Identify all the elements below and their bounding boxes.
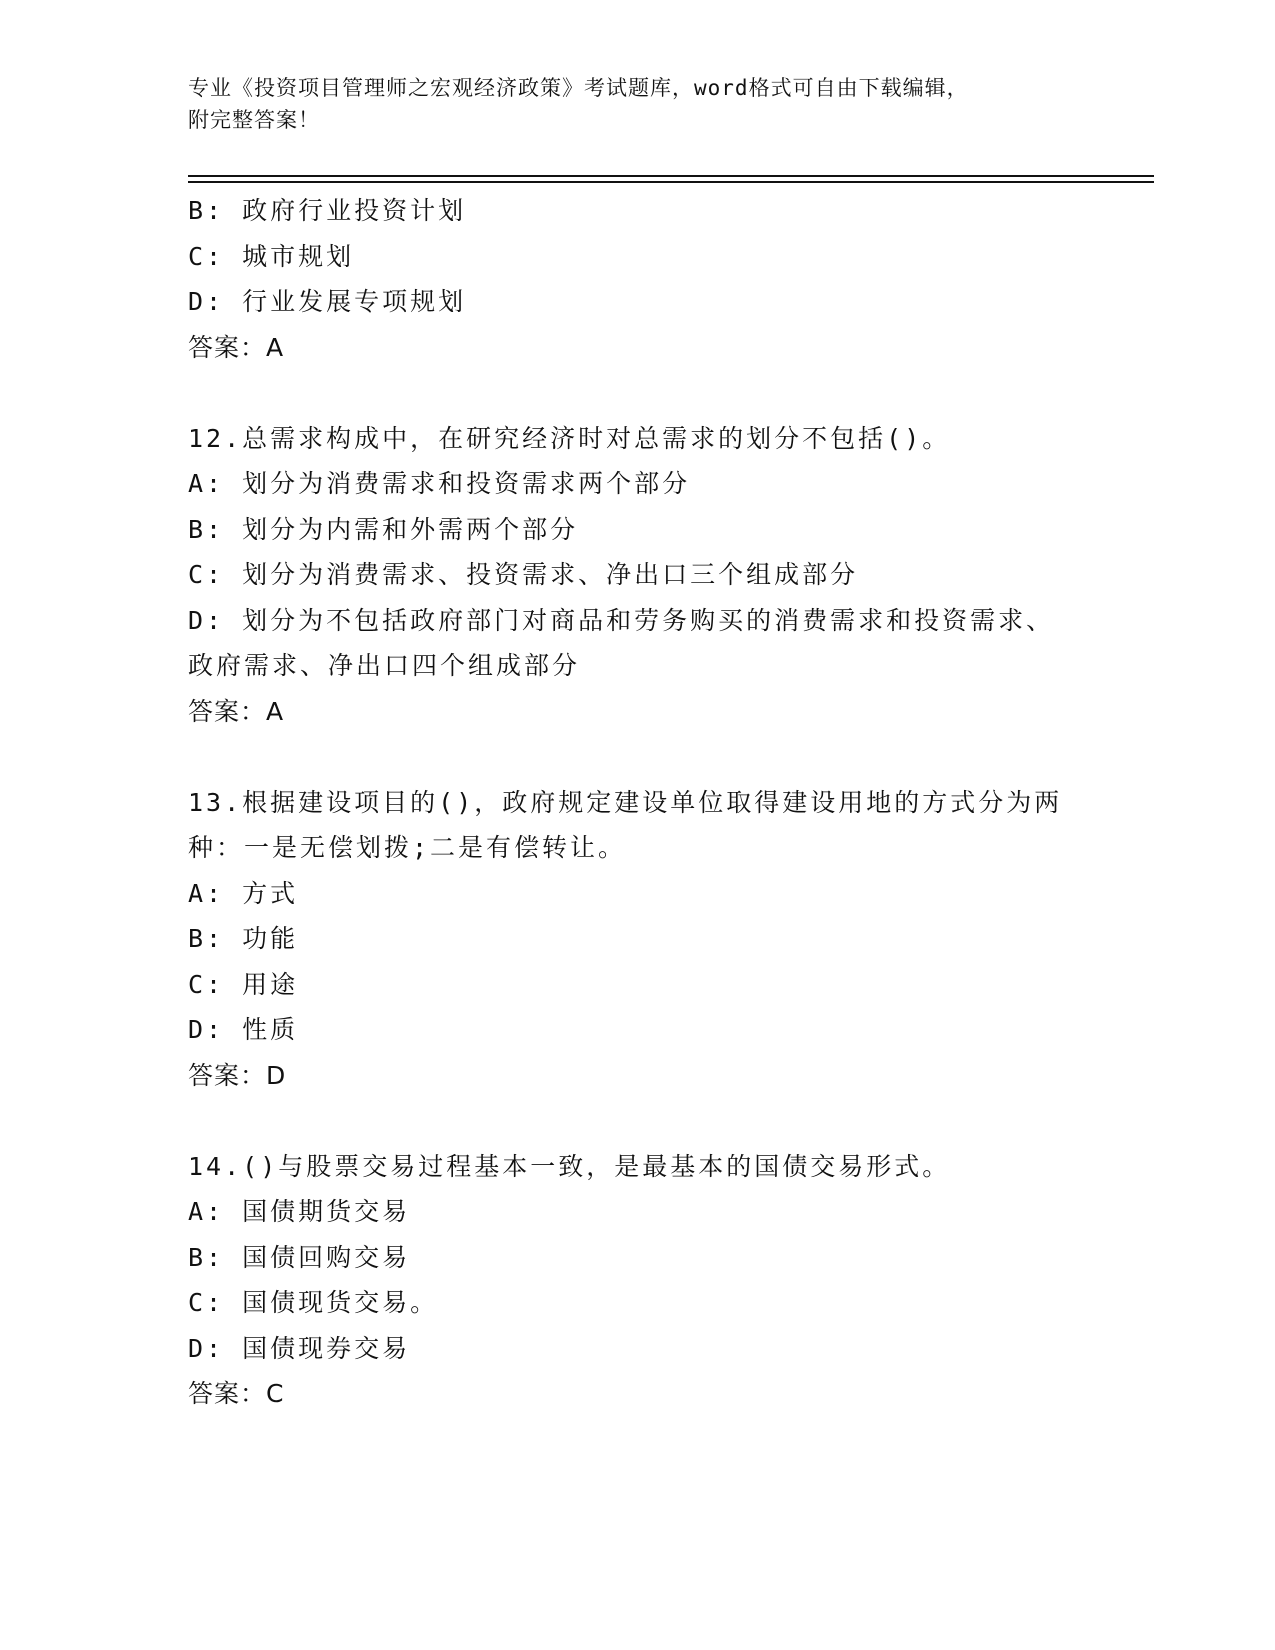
question-stem-continued: 种：一是无偿划拨;二是有偿转让。 bbox=[188, 833, 627, 862]
answer: 答案：C bbox=[188, 1379, 285, 1408]
option-a: A: 方式 bbox=[188, 878, 299, 908]
option-c: C: 用途 bbox=[188, 969, 299, 999]
spacer bbox=[188, 734, 1088, 780]
header-divider-top bbox=[188, 175, 1154, 177]
question-12 bbox=[188, 416, 1088, 735]
option-b: B: 功能 bbox=[188, 924, 299, 953]
option-b: B: 划分为内需和外需两个部分 bbox=[188, 514, 579, 544]
option-b: B: 政府行业投资计划 bbox=[188, 196, 467, 225]
option-d-continued: 政府需求、净出口四个组成部分 bbox=[188, 651, 581, 680]
question-list bbox=[188, 188, 1088, 1417]
question-14 bbox=[188, 1144, 1088, 1417]
question-stem: 13.根据建设项目的()，政府规定建设单位取得建设用地的方式分为两 bbox=[188, 787, 1063, 817]
option-d: D: 划分为不包括政府部门对商品和劳务购买的消费需求和投资需求、 bbox=[188, 605, 1055, 635]
option-d: D: 行业发展专项规划 bbox=[188, 287, 467, 316]
answer: 答案：D bbox=[188, 1060, 287, 1090]
option-d: D: 国债现券交易 bbox=[188, 1333, 411, 1363]
option-b: B: 国债回购交易 bbox=[188, 1242, 411, 1272]
option-c: C: 国债现货交易。 bbox=[188, 1288, 439, 1317]
header-divider-bottom bbox=[188, 181, 1154, 183]
question-11-continued bbox=[188, 188, 1088, 370]
question-stem: 12.总需求构成中，在研究经济时对总需求的划分不包括()。 bbox=[188, 423, 951, 453]
option-a: A: 国债期货交易 bbox=[188, 1197, 411, 1226]
question-stem: 14.()与股票交易过程基本一致，是最基本的国债交易形式。 bbox=[188, 1151, 951, 1181]
question-13 bbox=[188, 780, 1088, 1099]
option-d: D: 性质 bbox=[188, 1015, 299, 1044]
document-header bbox=[188, 72, 1078, 136]
spacer bbox=[188, 1098, 1088, 1144]
answer: 答案：A bbox=[188, 332, 285, 362]
option-a: A: 划分为消费需求和投资需求两个部分 bbox=[188, 469, 691, 498]
option-c: C: 划分为消费需求、投资需求、净出口三个组成部分 bbox=[188, 560, 859, 589]
header-line-2: 附完整答案！ bbox=[188, 108, 320, 132]
header-line-1: 专业《投资项目管理师之宏观经济政策》考试题库，word格式可自由下载编辑， bbox=[188, 76, 969, 100]
option-c: C: 城市规划 bbox=[188, 241, 355, 271]
answer: 答案：A bbox=[188, 696, 285, 726]
spacer bbox=[188, 370, 1088, 416]
